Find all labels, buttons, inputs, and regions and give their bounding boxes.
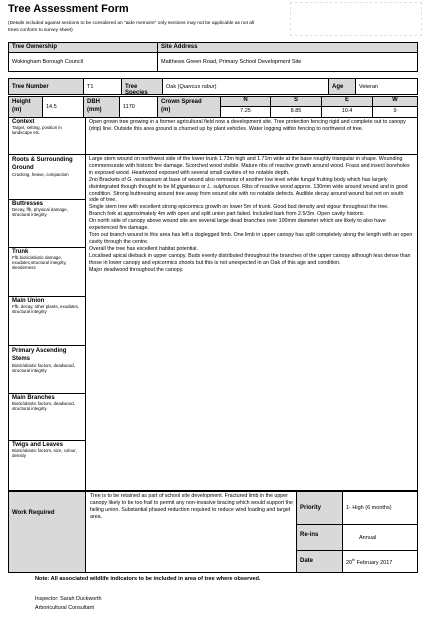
section-twigs-leaves bbox=[8, 440, 86, 491]
tree-species-label: Tree Species bbox=[121, 78, 163, 95]
reins-value: Annual bbox=[342, 524, 418, 551]
crown-header-n: N bbox=[220, 96, 271, 107]
observation-paragraph: 2no Brackets of G. resinaceum at base of wound also remnants of another low level white fungal fruiting body which has largely disintegrated though thought to be M.giganteus or L. sulphurous. Ribs of reactive wood approx. 130mm wide around wound and in good condition. Strong buttressing around tree away from wound site with no notable defects. Audible decay around wound but not on south side of tree. bbox=[89, 176, 408, 204]
section-subtitle: Biotic/abiotic factors, deadwood, structural integrity bbox=[12, 401, 75, 412]
date-value: 20th February 2017 bbox=[342, 550, 418, 573]
crown-header-e: E bbox=[321, 96, 373, 107]
section-title: Trunk bbox=[12, 249, 29, 255]
crown-header-s: S bbox=[270, 96, 322, 107]
section-subtitle: Target, setting, position in landscape etc. bbox=[12, 125, 62, 136]
priority-label: Priority bbox=[296, 491, 343, 525]
observation-paragraph: Overall the tree has excellent habitat potential. bbox=[89, 245, 198, 252]
age-value: Veteran bbox=[355, 78, 418, 95]
section-main-branches bbox=[8, 393, 86, 441]
section-subtitle: Ffb, decay, other plants, exudates, structural integrity bbox=[12, 304, 80, 315]
section-subtitle: Decay, ffb, physical damage, structural integrity bbox=[12, 207, 68, 218]
section-title: Primary Ascending Stems bbox=[12, 348, 67, 362]
tree-ownership-label: Tree Ownership bbox=[8, 42, 158, 53]
height-value: 14.5 bbox=[42, 96, 84, 118]
tree-ownership-value: Wokingham Borough Council bbox=[8, 52, 158, 72]
dbh-label: DBH (mm) bbox=[83, 96, 120, 118]
form-title: Tree Assessment Form bbox=[8, 3, 129, 15]
tree-number-label: Tree Number bbox=[8, 78, 84, 95]
section-roots bbox=[8, 154, 86, 200]
inspector-role: Arboricultural Consultant bbox=[35, 605, 95, 611]
tree-species-value: Oak (Quercus robur) bbox=[162, 78, 329, 95]
crown-value-e: 10.4 bbox=[321, 106, 373, 118]
footer-note: Note: All associated wildlife indicators to be included in area of tree where observed. bbox=[35, 576, 261, 582]
work-required-text: Tree is to be retained as part of school site development. Fractured limb in the upper canopy likely to be too frail to permit any non-invasive bracing which would support the failing union. Substantial phased reduction required to reduce wind loading and target area. bbox=[85, 491, 297, 573]
observation-paragraph: Branch fork at approximately 4m with open and split union part failed. Included bark from 2.5/3m. Open cavity historic. bbox=[89, 211, 365, 218]
date-label: Date bbox=[296, 550, 343, 573]
form-note: (Details included against sections to be considered an "aide memoire" only sections may not be applicable as not all trees conform to survey sheet) bbox=[8, 21, 255, 33]
height-label: Height (m) bbox=[8, 96, 43, 118]
section-trunk bbox=[8, 247, 86, 297]
section-title: Main Union bbox=[12, 298, 45, 304]
dbh-value: 1170 bbox=[119, 96, 158, 118]
section-subtitle: Biotic/abiotic factors, deadwood, structural integrity bbox=[12, 363, 75, 374]
reins-label: Re-ins bbox=[296, 524, 343, 551]
section-subtitle: Biotic/abiotic factors, size, colour, density bbox=[12, 448, 77, 459]
observation-paragraph: Single stem tree with excellent strong epicormics growth on lower 5m of trunk. Good bud density and vigour throughout the tree. bbox=[89, 204, 389, 211]
tree-number-value: T1 bbox=[83, 78, 122, 95]
observation-paragraph: Localised apical dieback in upper canopy. Buds evenly distributed throughout the branches of the upper canopy although less dense than those in lower canopy and epicormics shoots but this is not unexpected in an Oak of this age and condition. bbox=[89, 252, 411, 266]
priority-value: 1- High (6 months) bbox=[342, 491, 418, 525]
crown-spread-label: Crown Spread (m) bbox=[157, 96, 221, 118]
work-required-label: Work Required bbox=[8, 491, 86, 573]
section-title: Buttresses bbox=[12, 201, 44, 207]
section-title: Roots & Surrounding Ground bbox=[12, 157, 73, 171]
section-title: Context bbox=[12, 119, 35, 125]
section-primary-ascending-stems bbox=[8, 345, 86, 394]
crown-value-s: 8.85 bbox=[270, 106, 322, 118]
crown-header-w: W bbox=[372, 96, 418, 107]
section-title: Main Branches bbox=[12, 395, 55, 401]
site-address-value: Matthews Green Road, Primary School Development Site bbox=[157, 52, 418, 72]
context-text: Open grown tree growing in a former agricultural field now a development site. Tree protection fencing rigid and complete out to canopy (drip) line. Outside this area ground is churned up by plant vehicles. Water logging within fencing to northwest of tree. bbox=[85, 117, 418, 155]
section-subtitle: Cracking, heave, compaction bbox=[12, 172, 69, 177]
observation-paragraph: Major deadwood throughout the canopy. bbox=[89, 266, 184, 273]
section-buttresses bbox=[8, 199, 86, 248]
section-subtitle: Ffb,biotic/abiotic damage, exudates,structural integrity, slenderness bbox=[12, 255, 67, 271]
site-address-label: Site Address bbox=[157, 42, 418, 53]
section-context bbox=[8, 117, 86, 155]
crown-value-w: 9 bbox=[372, 106, 418, 118]
observations-text bbox=[85, 154, 418, 491]
observation-paragraph: On north side of canopy above wound site are several large dead branches over 100mm diameter which are likely to also have experienced fire damage. bbox=[89, 218, 386, 232]
logo-placeholder bbox=[290, 2, 422, 36]
section-title: Twigs and Leaves bbox=[12, 442, 63, 448]
crown-value-n: 7.25 bbox=[220, 106, 271, 118]
section-main-union bbox=[8, 296, 86, 346]
observation-paragraph: Torn out branch wound in this area has left a doglegged limb. One limb in upper canopy has split completely along the length with an open cavity through the centre. bbox=[89, 231, 413, 245]
observation-paragraph: Large stem wound on northwest side of the lower trunk 1.73m high and 1.71m wide at the base roughly triangular in shape. Wounding commensurate with historic fire damage. Scorched wood visible. Mature ribs of reactive growth around wood. Frass and insect boreholes in exposed wood. Heartwood exposed with several small cavities of no notable depth. bbox=[89, 156, 410, 176]
inspector-name: Inspector: Sarah Duckworth bbox=[35, 596, 102, 602]
age-label: Age bbox=[328, 78, 356, 95]
